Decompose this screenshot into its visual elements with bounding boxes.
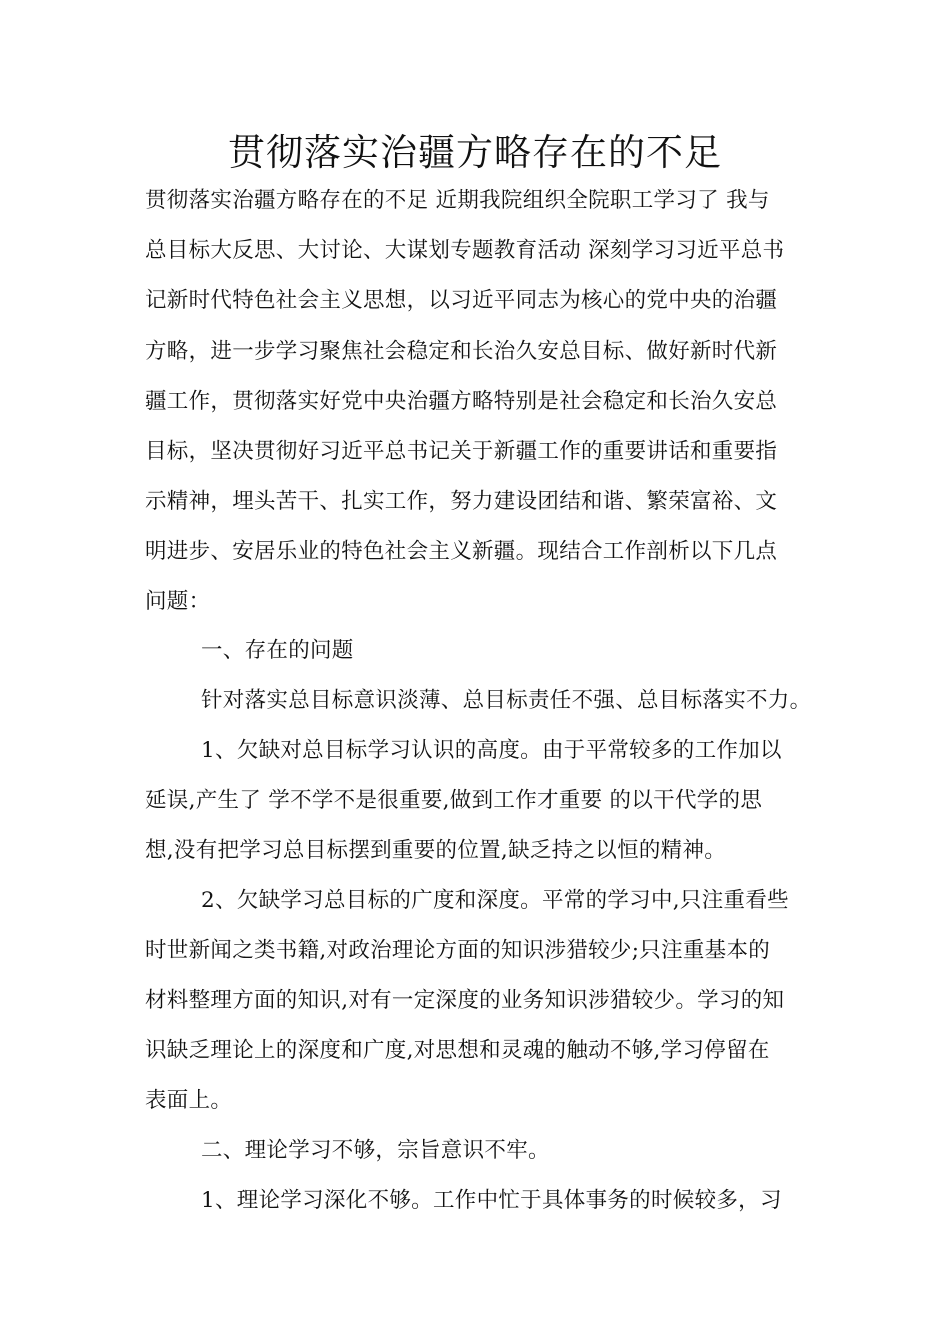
paragraph-line: 想,没有把学习总目标摆到重要的位置,缺乏持之以恒的精神。 (145, 838, 727, 863)
document-title: 贯彻落实治疆方略存在的不足 (228, 131, 722, 174)
paragraph-line: 明进步、安居乐业的特色社会主义新疆。现结合工作剖析以下几点 (145, 539, 778, 564)
paragraph-line: 问题： (145, 589, 211, 614)
paragraph-line: 时世新闻之类书籍,对政治理论方面的知识涉猎较少;只注重基本的 (145, 938, 771, 963)
paragraph-line: 2、欠缺学习总目标的广度和深度。平常的学习中,只注重看些 (201, 888, 789, 913)
paragraph-line: 1、欠缺对总目标学习认识的高度。由于平常较多的工作加以 (201, 738, 782, 763)
paragraph-line: 总目标大反思、大讨论、大谋划专题教育活动 深刻学习习近平总书 (145, 238, 785, 263)
paragraph-line: 延误,产生了 学不学不是很重要,做到工作才重要 的以干代学的思 (145, 788, 763, 813)
section-heading: 二、理论学习不够，宗旨意识不牢。 (201, 1138, 550, 1163)
section-heading: 一、存在的问题 (201, 638, 354, 663)
paragraph-line: 方略，进一步学习聚焦社会稳定和长治久安总目标、做好新时代新 (145, 339, 778, 364)
paragraph-line: 针对落实总目标意识淡薄、总目标责任不强、总目标落实不力。 (201, 688, 812, 713)
paragraph-line: 记新时代特色社会主义思想，以习近平同志为核心的党中央的治疆 (145, 288, 778, 313)
paragraph-line: 1、理论学习深化不够。工作中忙于具体事务的时候较多，习 (201, 1188, 782, 1213)
paragraph-line: 表面上。 (145, 1088, 233, 1113)
paragraph-line: 示精神，埋头苦干、扎实工作，努力建设团结和谐、繁荣富裕、文 (145, 489, 778, 514)
paragraph-line: 材料整理方面的知识,对有一定深度的业务知识涉猎较少。学习的知 (145, 988, 785, 1013)
paragraph-line: 疆工作，贯彻落实好党中央治疆方略特别是社会稳定和长治久安总 (145, 389, 778, 414)
paragraph-line: 贯彻落实治疆方略存在的不足 近期我院组织全院职工学习了 我与 (145, 188, 770, 213)
paragraph-line: 目标，坚决贯彻好习近平总书记关于新疆工作的重要讲话和重要指 (145, 439, 778, 464)
paragraph-line: 识缺乏理论上的深度和广度,对思想和灵魂的触动不够,学习停留在 (145, 1038, 770, 1063)
